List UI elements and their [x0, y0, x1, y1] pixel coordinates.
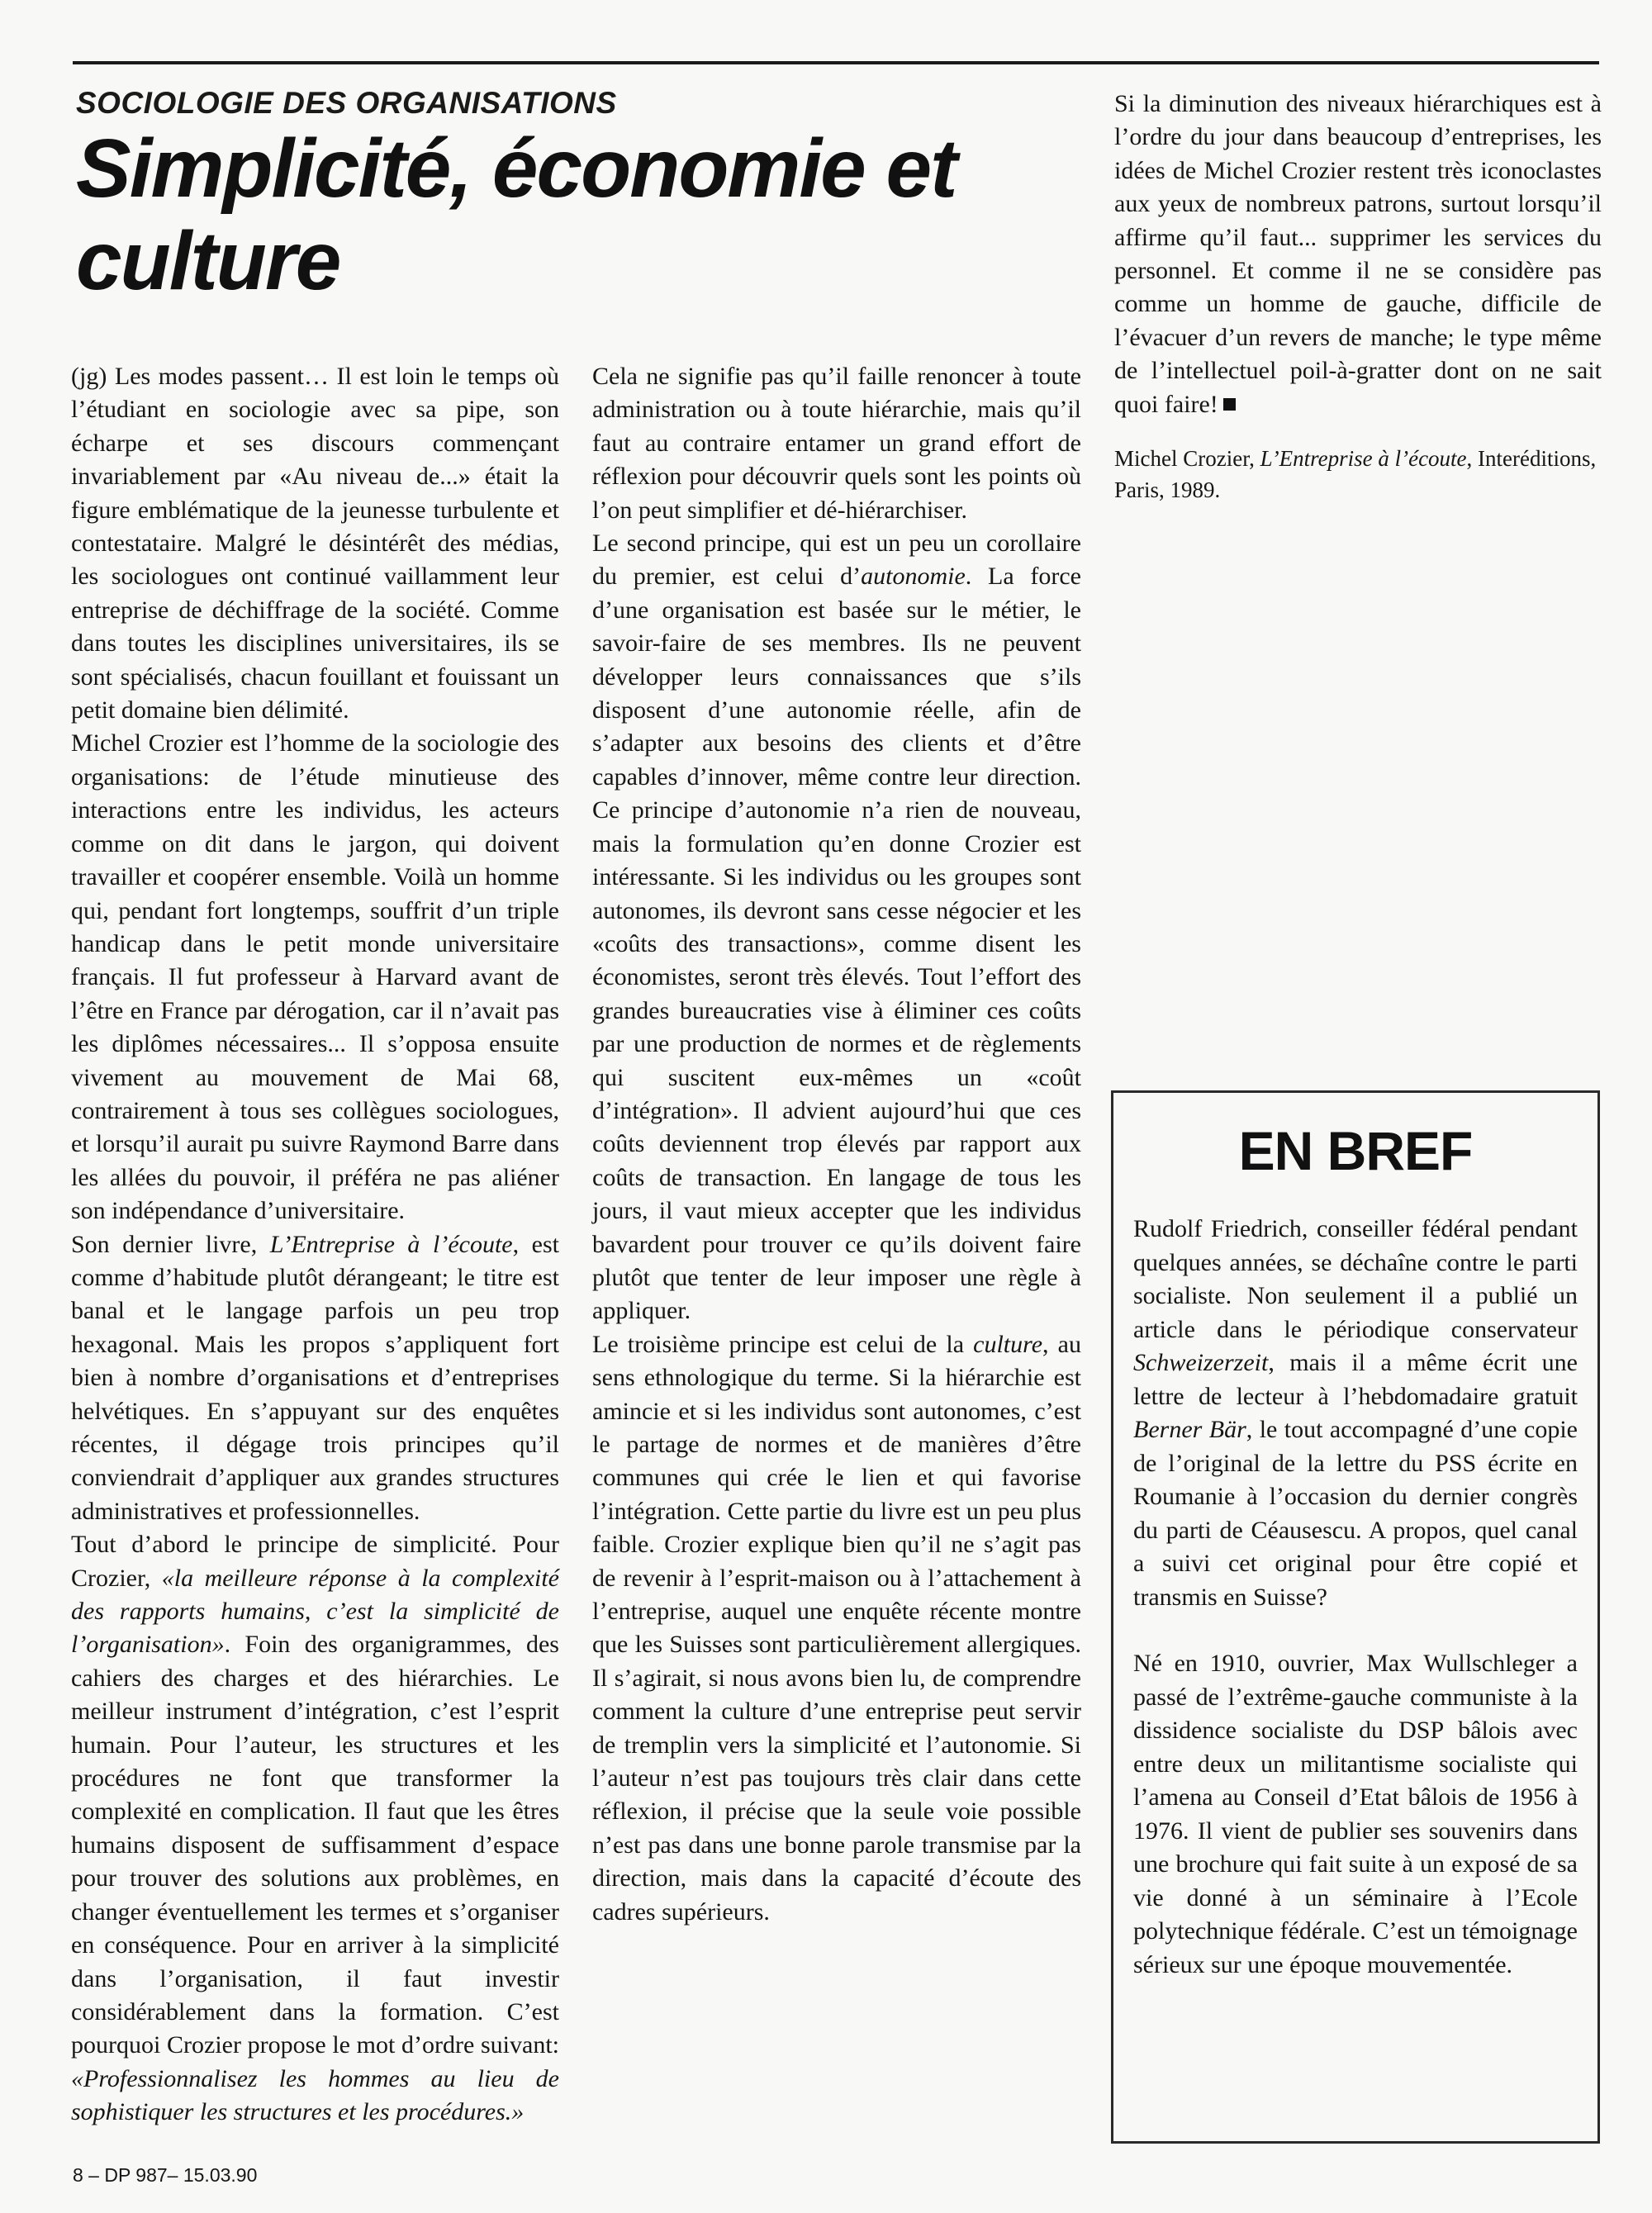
text-run: Tout d’abord le principe de simplicité. Pour Crozier, [71, 1531, 559, 1592]
book-reference [1114, 443, 1602, 506]
article-title: Simplicité, économie et culture [76, 122, 957, 307]
text-run: Rudolf Friedrich, conseiller fédéral pendant quelques années, se déchaîne contre le parti socialiste. Non seulement il a publié un article dans le périodique conservateur [1133, 1215, 1578, 1343]
newspaper-name: Schweizerzeit [1133, 1349, 1269, 1376]
text-run: . La force d’une organisation est basée sur le métier, le savoir-faire de ses membres. Ils ne peuvent développer leurs connaissances que s’ils disposent d’une autonomie réelle, afin de s’adapter aux besoins des clients et d’être capables d’innover, même contre leur direction. Ce principe d’autonomie n’a rien de nouveau, mais la formulation qu’en donne Crozier est intéressante. Si les individus ou les groupes sont autonomes, ils devront sans cesse négocier et les «coûts des transactions», comme disent les économistes, seront très élevés. Tout l’effort des grandes bureaucraties vise à éliminer ces coûts par une production de normes et de règlements qui suscitent eux-mêmes un «coût d’intégration». Il advient aujourd’hui que ces coûts deviennent trop élevés par rapport aux coûts de transaction. En langage de tous les jours, il vaut mieux accepter que les individus bavardent pour trouver ce qu’ils doivent faire plutôt que tenter de leur imposer une règle à appliquer. [592, 563, 1081, 1325]
article-paragraph [71, 1228, 559, 1529]
text-run: Son dernier livre, [71, 1230, 270, 1258]
text-run: Michel Crozier, [1114, 446, 1260, 472]
text-run: Le second principe, qui est un peu un corollaire du premier, est celui d’ [592, 530, 1081, 591]
text-run: , mais il a même écrit une lettre de lecteur à l’hebdomadaire gratuit [1133, 1349, 1578, 1410]
end-mark-icon [1223, 398, 1236, 411]
article-paragraph [592, 527, 1081, 1328]
text-run: , est comme d’habitude plutôt dérangeant; le titre est banal et le langage parfois un peu trop hexagonal. Mais les propos s’appliquent fort bien à nombre d’organisations et d’entreprises helvétiques. En s’appuyant sur des enquêtes récentes, il dégage trois principes qu’il conviendrait d’appliquer aux grandes structures administratives et professionnelles. [71, 1230, 559, 1525]
quote: «Professionnalisez les hommes au lieu de sophistiquer les structures et les procédures.» [71, 2064, 559, 2126]
page-folio: 8 – DP 987– 15.03.90 [73, 2164, 258, 2186]
en-bref-body [1133, 1213, 1578, 2015]
emphasis: autonomie [861, 563, 966, 591]
text-run: , Interéditions, Paris, 1989. [1114, 446, 1597, 503]
text-run: , le tout accompagné d’une copie de l’original de la lettre du PSS écrite en Roumanie à l’occasion du dernier congrès du parti de Céausescu. A propos, quel canal a suivi cet original pour être copié et transmis en Suisse? [1133, 1416, 1578, 1611]
section-kicker: SOCIOLOGIE DES ORGANISATIONS [76, 86, 617, 120]
article-column-1 [71, 360, 559, 2130]
text-run: Le troisième principe est celui de la [592, 1330, 974, 1358]
article-paragraph [71, 1528, 559, 2129]
newspaper-name: Berner Bär [1133, 1416, 1246, 1443]
en-bref-title: EN BREF [1238, 1120, 1473, 1181]
text-run: . Foin des organigrammes, des cahiers des charges et des hiérarchies. Le meilleur instrument d’intégration, c’est l’esprit humain. Pour l’auteur, les structures et les procédures ne font que transformer la complexité en complication. Il faut que les êtres humains disposent de suffisamment d’espace pour trouver des solutions aux problèmes, en changer éventuellement les termes et s’organiser en conséquence. Pour en arriver à la simplicité dans l’organisation, il faut investir considérablement dans la formation. C’est pourquoi Crozier propose le mot d’ordre suivant: [71, 1631, 559, 2059]
top-rule [73, 61, 1599, 64]
brief-item [1133, 1213, 1578, 1614]
article-paragraph [1114, 88, 1602, 421]
emphasis: culture [973, 1330, 1043, 1358]
article-paragraph: (jg) Les modes passent… Il est loin le temps où l’étudiant en sociologie avec sa pipe, son écharpe et ses discours commençant invariablement par «Au niveau de...» était la figure emblématique de la jeunesse turbulente et contestataire. Malgré le désintérêt des médias, les sociologues ont continué vaillamment leur entreprise de déchiffrage de la société. Comme dans toutes les disciplines universitaires, ils se sont spécialisés, chacun fouillant et fouissant un petit domaine bien délimité. [71, 363, 559, 724]
article-paragraph [592, 1328, 1081, 1929]
book-title: L’Entreprise à l’écoute [269, 1230, 513, 1258]
article-paragraph: Cela ne signifie pas qu’il faille renoncer à toute administration ou à toute hiérarchie, mais qu’il faut au contraire entamer un grand effort de réflexion pour découvrir quels sont les points où l’on peut simplifier et dé-hiérarchiser. [592, 363, 1081, 524]
book-title: L’Entreprise à l’écoute [1260, 446, 1467, 472]
text-run: Si la diminution des niveaux hiérarchiques est à l’ordre du jour dans beaucoup d’entreprises, les idées de Michel Crozier restent très iconoclastes aux yeux de nombreux patrons, surtout lorsqu’il affirme qu’il faut... supprimer les services du personnel. Et comme il ne se considère pas comme un homme de gauche, difficile de l’évacuer d’un revers de manche; le type même de l’intellectuel poil-à-gratter dont on ne sait quoi faire! [1114, 90, 1602, 418]
brief-item: Né en 1910, ouvrier, Max Wullschleger a passé de l’extrême-gauche communiste à la dissidence socialiste du DSP bâlois avec entre deux un militantisme socialiste qui l’amena au Conseil d’Etat bâlois de 1956 à 1976. Il vient de publier ses souvenirs dans une brochure qui fait suite à un exposé de sa vie donné à un séminaire à l’Ecole polytechnique fédérale. C’est un témoignage sérieux sur une époque mouvementée. [1133, 1650, 1578, 1978]
article-column-3 [1114, 88, 1602, 506]
article-column-2 [592, 360, 1081, 1929]
quote: «la meilleure réponse à la complexité des rapports humains, c’est la simplicité de l’organisation» [71, 1564, 559, 1659]
article-paragraph: Michel Crozier est l’homme de la sociologie des organisations: de l’étude minutieuse des interactions entre les individus, les acteurs comme on dit dans le jargon, qui doivent travailler et coopérer ensemble. Voilà un homme qui, pendant fort longtemps, souffrit d’un triple handicap dans le petit monde universitaire français. Il fut professeur à Harvard avant de l’être en France par dérogation, car il n’avait pas les diplômes nécessaires... Il s’opposa ensuite vivement au mouvement de Mai 68, contrairement à tous ses collègues sociologues, et lorsqu’il aurait pu suivre Raymond Barre dans les allées du pouvoir, il préféra ne pas aliéner son indépendance d’universitaire. [71, 729, 559, 1225]
en-bref-box [1111, 1090, 1600, 2144]
text-run: , au sens ethnologique du terme. Si la hiérarchie est amincie et si les individus sont autonomes, c’est le partage de normes et de manières d’être communes qui crée le lien et qui favorise l’intégration. Cette partie du livre est un peu plus faible. Crozier explique bien qu’il ne s’agit pas de revenir à l’esprit-maison ou à l’attachement à l’entreprise, auquel une enquête récente montre que les Suisses sont particulièrement allergiques. Il s’agirait, si nous avons bien lu, de comprendre comment la culture d’une entreprise peut servir de tremplin vers la simplicité et l’autonomie. Si l’auteur n’est pas toujours très clair dans cette réflexion, il précise que la seule voie possible n’est pas dans une bonne parole transmise par la direction, mais dans la capacité d’écoute des cadres supérieurs. [592, 1330, 1081, 1926]
